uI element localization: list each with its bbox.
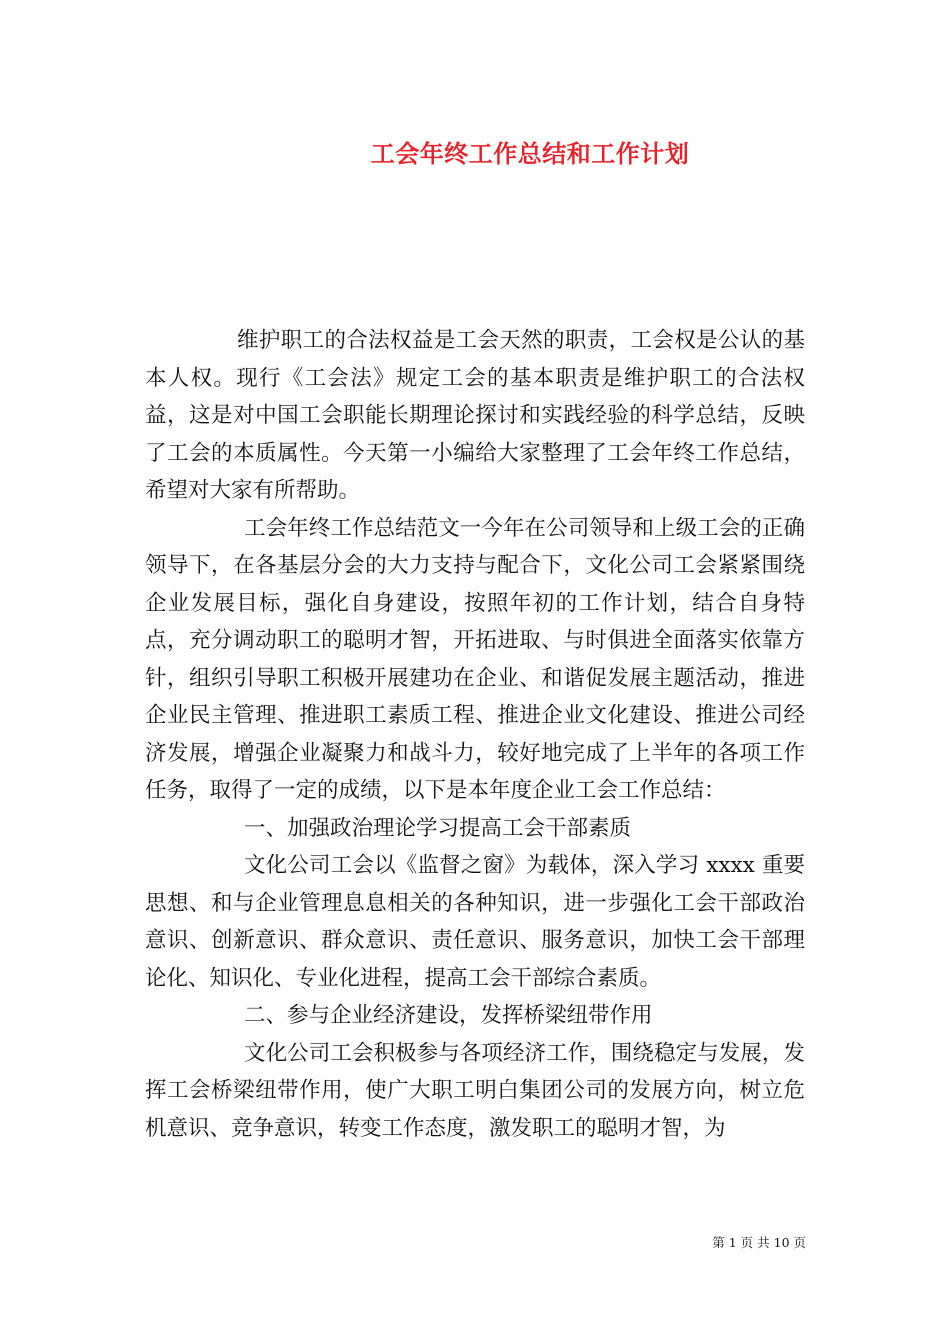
page-number: 第 1 页 共 10 页 bbox=[712, 1235, 806, 1250]
summary-paragraph: 工会年终工作总结范文一今年在公司领导和上级工会的正确领导下，在各基层分会的大力支持与配合下，文化公司工会紧紧围绕企业发展目标，强化自身建设，按照年初的工作计划，结合自身特点，充分调动职工的聪明才智，开拓进取、与时俱进全面落实依靠方针，组织引导职工积极开展建功在企业、和谐促发展主题活动，推进企业民主管理、推进职工素质工程、推进企业文化建设、推进公司经济发展，增强企业凝聚力和战斗力，较好地完成了上半年的各项工作任务，取得了一定的成绩，以下是本年度企业工会工作总结： bbox=[145, 515, 805, 803]
section-text-2: 文化公司工会积极参与各项经济工作，围绕稳定与发展，发挥工会桥梁纽带作用，使广大职工明白集团公司的发展方向，树立危机意识、竞争意识，转变工作态度，激发职工的聪明才智，为 bbox=[145, 1040, 805, 1141]
section-heading-1: 一、加强政治理论学习提高工会干部素质 bbox=[244, 815, 632, 841]
section-heading-2: 二、参与企业经济建设，发挥桥梁纽带作用 bbox=[244, 1003, 653, 1028]
document-body bbox=[145, 322, 805, 1147]
intro-paragraph: 维护职工的合法权益是工会天然的职责，工会权是公认的基本人权。现行《工会法》规定工会的基本职责是维护职工的合法权益，这是对中国工会职能长期理论探讨和实践经验的科学总结，反映了工会的本质属性。今天第一小编给大家整理了工会年终工作总结，希望对大家有所帮助。 bbox=[145, 328, 805, 503]
document-title: 工会年终工作总结和工作计划 bbox=[370, 139, 690, 168]
section-text-1: 文化公司工会以《监督之窗》为载体，深入学习 xxxx 重要思想、和与企业管理息息相关的各种知识，进一步强化工会干部政治意识、创新意识、群众意识、责任意识、服务意识，加快工会干部理论化、知识化、专业化进程，提高工会干部综合素质。 bbox=[145, 853, 805, 991]
